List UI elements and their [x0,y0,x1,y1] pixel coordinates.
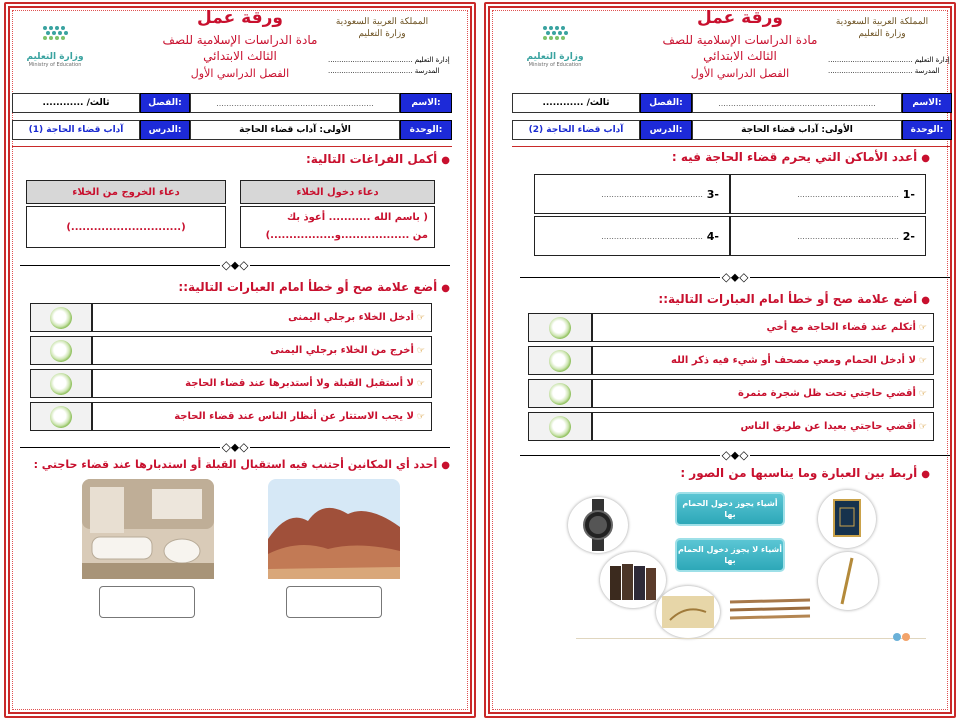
bullet-icon: ● [441,283,450,294]
admin-line: إدارة التعليم ...................................... [828,56,950,64]
statement-row: ☞ لا أدخل الحمام ومعي مصحف أو شيء فيه ذكر الله [592,346,934,375]
dua-enter-box[interactable] [240,206,435,248]
pen-icon [818,552,878,610]
place-cell-4[interactable]: -4 ........................................ [534,216,730,256]
lesson-value: آداب قضاء الحاجة (1) [12,120,140,140]
answer-mark-box[interactable] [528,412,592,441]
place-cell-3[interactable]: -3 ........................................ [534,174,730,214]
decor-icon [892,628,912,640]
quran-icon [818,490,876,548]
term-line: الفصل الدراسي الأول [190,67,290,80]
bullet-icon: ● [921,153,930,164]
statement-row: ☞ لا أستقبل القبلة ولا أستدبرها عند قضاء الحاجة [92,369,432,398]
answer-mark-box[interactable] [30,303,92,332]
subject-line: مادة الدراسات الإسلامية للصف [162,33,318,47]
books-image[interactable] [600,552,666,608]
dua-enter-text2: من ..................و.................) [265,230,428,241]
moe-logo-icon [35,22,75,48]
swirl-icon [549,350,571,372]
kingdom-line2: وزارة التعليم [858,29,906,39]
kingdom-emblem-text [832,16,932,40]
moe-logo [510,22,600,68]
answer-mark-box[interactable] [30,369,92,398]
dua-enter-text1: ( باسم الله ........... أعوذ بك [286,212,428,223]
swirl-icon [549,317,571,339]
name-field[interactable]: .............................................................. [692,93,902,113]
kingdom-line1: المملكة العربية السعودية [835,17,929,27]
unit-value: الأولى: آداب قضاء الحاجة [190,120,400,140]
allowed-items-card[interactable]: أشياء يجوز دخول الحمام بها [675,492,785,526]
desert-image[interactable] [268,479,400,579]
unit-value: الأولى: آداب قضاء الحاجة [692,120,902,140]
pointing-hand-icon: ☞ [416,378,425,389]
kingdom-emblem-text [332,16,432,40]
dua-exit-box[interactable] [26,206,226,248]
ornament-divider [520,448,950,462]
school-line: المدرسة ...................................... [328,67,440,75]
wallet-image[interactable] [656,586,720,638]
unit-label: الوحدة: [902,120,952,140]
class-label: الفصل: [140,93,190,113]
miswak-image[interactable] [726,596,816,620]
divider [512,146,952,147]
ornament-divider [20,440,450,454]
pointing-hand-icon: ☞ [416,411,425,422]
ornament-knot-icon: ◇⬥◇ [221,439,249,454]
q1-title: ●أكمل الفراغات التالية: [305,152,450,166]
answer-mark-box[interactable] [528,313,592,342]
worksheet-page-2 [480,0,960,720]
moe-name-ar: وزارة التعليم [26,52,84,62]
kingdom-line2: وزارة التعليم [358,29,406,39]
lesson-label: الدرس: [140,120,190,140]
swirl-icon [549,383,571,405]
q2-title: ●أضع علامة صح أو خطأ امام العبارات التالية:: [178,280,450,294]
swirl-icon [50,406,72,428]
school-line: المدرسة ...................................... [828,67,940,75]
swirl-icon [50,307,72,329]
answer-mark-box[interactable] [528,379,592,408]
ornament-knot-icon: ◇⬥◇ [721,269,749,284]
class-label: الفصل: [640,93,692,113]
swirl-icon [50,373,72,395]
q1-title: ●أعدد الأماكن التي يحرم قضاء الحاجة فيه : [671,150,930,164]
books-icon [600,552,666,608]
grade-line: الثالث الابتدائي [203,49,277,63]
q3-title: ●أربط بين العبارة وما يناسبها من الصور : [680,466,930,480]
watch-image[interactable] [568,497,628,553]
dua-exit-text: (.............................) [66,221,186,233]
kingdom-line1: المملكة العربية السعودية [335,17,429,27]
ornament-divider [520,270,950,284]
bullet-icon: ● [441,155,450,166]
moe-name-ar: وزارة التعليم [526,52,584,62]
worksheet-title: ورقة عمل [697,8,783,28]
moe-name-en: Ministry of Education [528,62,582,68]
place-cell-1[interactable]: -1 ........................................ [730,174,926,214]
statement-row: ☞ أدخل الخلاء برجلي اليمنى [92,303,432,332]
swirl-icon [549,416,571,438]
image-baseline [576,638,926,639]
bathroom-image[interactable] [82,479,214,579]
answer-mark-box[interactable] [30,402,92,431]
statement-row: ☞ أخرج من الخلاء برجلي اليمنى [92,336,432,365]
dua-enter-header: دعاء دخول الخلاء [240,180,435,204]
grade-line: الثالث الابتدائي [703,49,777,63]
q2-title: ●أضع علامة صح أو خطأ امام العبارات التالية:: [658,292,930,306]
miswak-icon [726,596,816,620]
divider [12,146,452,147]
class-field[interactable]: ثالث/ ............ [12,93,140,113]
map-icon [656,586,720,638]
answer-mark-box[interactable] [30,336,92,365]
subject-line: مادة الدراسات الإسلامية للصف [662,33,818,47]
bullet-icon: ● [921,295,930,306]
place-cell-2[interactable]: -2 ........................................ [730,216,926,256]
bullet-icon: ● [921,469,930,480]
q3-title: ●أحدد أي المكانين أجتنب فيه استقبال القبلة أو استدبارها عند قضاء حاجتي : [33,458,450,471]
moe-name-en: Ministry of Education [28,62,82,68]
pointing-hand-icon: ☞ [918,388,927,399]
lesson-label: الدرس: [640,120,692,140]
pen-image[interactable] [818,552,878,610]
answer-box[interactable] [99,586,195,618]
name-label: الاسم: [902,93,952,113]
term-line: الفصل الدراسي الأول [690,67,790,80]
answer-mark-box[interactable] [528,346,592,375]
pointing-hand-icon: ☞ [918,322,927,333]
ornament-knot-icon: ◇⬥◇ [721,447,749,462]
statement-row: ☞ لا يجب الاستتار عن أنظار الناس عند قضاء الحاجة [92,402,432,431]
answer-box[interactable] [286,586,382,618]
ornament-divider [20,258,450,272]
lesson-value: آداب قضاء الحاجة (2) [512,120,640,140]
statement-row: ☞ أتكلم عند قضاء الحاجة مع أخي [592,313,934,342]
pointing-hand-icon: ☞ [416,345,425,356]
quran-image[interactable] [818,490,876,548]
name-field[interactable]: .............................................................. [190,93,400,113]
class-field[interactable]: ثالث/ ............ [512,93,640,113]
forbidden-items-card[interactable]: أشياء لا يجوز دخول الحمام بها [675,538,785,572]
statement-row: ☞ أقضي حاجتي تحت ظل شجرة مثمرة [592,379,934,408]
name-label: الاسم: [400,93,452,113]
pointing-hand-icon: ☞ [918,421,927,432]
worksheet-title: ورقة عمل [197,8,283,28]
moe-logo [10,22,100,68]
watch-icon [568,497,628,553]
bullet-icon: ● [441,460,450,471]
statement-row: ☞ أقضي حاجتي بعيدا عن طريق الناس [592,412,934,441]
admin-line: إدارة التعليم ...................................... [328,56,450,64]
dua-exit-header: دعاء الخروج من الخلاء [26,180,226,204]
moe-logo-icon [535,22,575,48]
pointing-hand-icon: ☞ [918,355,927,366]
swirl-icon [50,340,72,362]
ornament-knot-icon: ◇⬥◇ [221,257,249,272]
pointing-hand-icon: ☞ [416,312,425,323]
unit-label: الوحدة: [400,120,452,140]
